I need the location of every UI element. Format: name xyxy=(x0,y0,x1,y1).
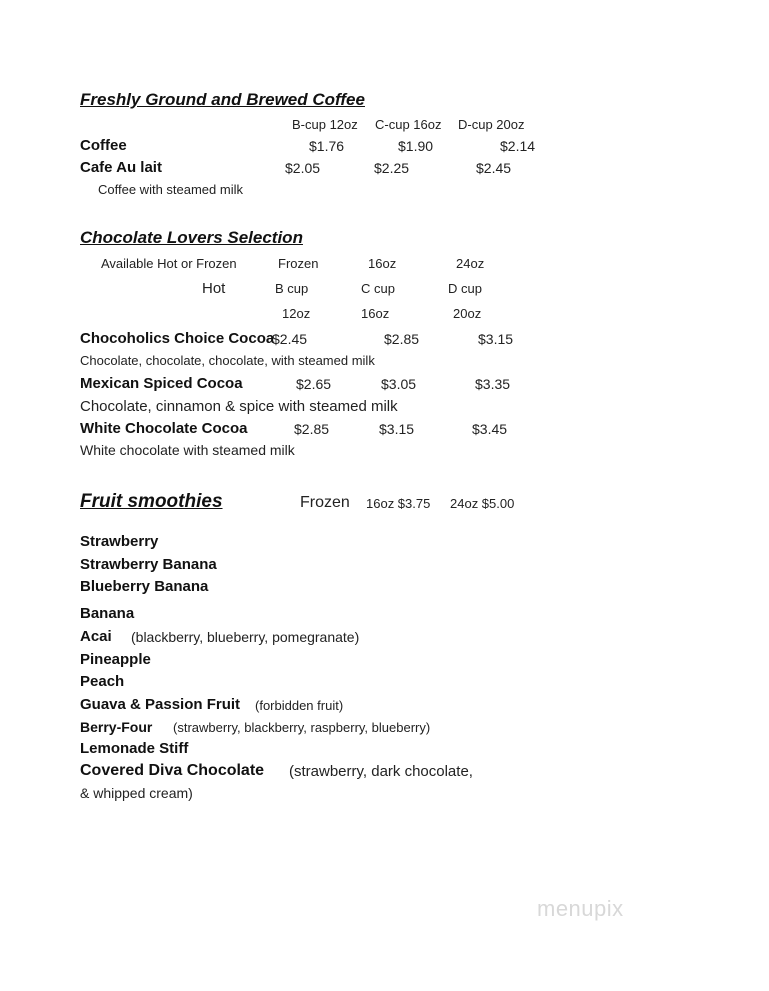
frozen-size-16: 16oz xyxy=(368,256,397,271)
price-c: $1.90 xyxy=(398,138,434,154)
price-24oz: 24oz $5.00 xyxy=(450,496,515,511)
size-header-d: D-cup 20oz xyxy=(458,117,525,132)
price-c: $2.85 xyxy=(384,331,420,347)
size-header-b: B-cup 12oz xyxy=(292,117,358,132)
price-16oz: 16oz $3.75 xyxy=(366,496,431,511)
smoothie-item: Strawberry Banana xyxy=(80,556,217,573)
hot-cup-d: D cup xyxy=(448,281,482,296)
smoothie-note: (strawberry, blackberry, raspberry, blueberry) xyxy=(173,720,431,735)
price-d: $2.14 xyxy=(500,138,536,154)
price-b: $2.05 xyxy=(285,160,321,176)
item-description: Chocolate, chocolate, chocolate, with steamed milk xyxy=(80,353,375,368)
smoothie-item: Acai xyxy=(80,628,112,645)
item-description: Coffee with steamed milk xyxy=(98,182,243,197)
item-name: Coffee xyxy=(80,137,127,154)
price-b: $1.76 xyxy=(309,138,345,154)
smoothie-item: Berry-Four xyxy=(80,719,153,735)
price-c: $3.05 xyxy=(381,376,417,392)
price-b: $2.45 xyxy=(272,331,308,347)
price-d: $3.15 xyxy=(478,331,514,347)
item-name: Mexican Spiced Cocoa xyxy=(80,375,243,392)
smoothie-note: (strawberry, dark chocolate, xyxy=(289,763,473,780)
menupix-watermark: menupix xyxy=(537,896,624,921)
coffee-section-title: Freshly Ground and Brewed Coffee xyxy=(80,90,365,109)
frozen-size-24: 24oz xyxy=(456,256,485,271)
hot-label: Hot xyxy=(202,280,226,297)
hot-cup-b: B cup xyxy=(275,281,309,296)
smoothie-note: (blackberry, blueberry, pomegranate) xyxy=(131,629,360,645)
smoothie-item: Pineapple xyxy=(80,651,151,668)
hot-size-16: 16oz xyxy=(361,306,390,321)
smoothie-item: Strawberry xyxy=(80,533,159,550)
price-c: $2.25 xyxy=(374,160,410,176)
item-name: White Chocolate Cocoa xyxy=(80,420,248,437)
smoothies-section-title: Fruit smoothies xyxy=(80,491,223,512)
smoothie-note: (forbidden fruit) xyxy=(255,698,344,713)
smoothie-note-continued: & whipped cream) xyxy=(80,785,193,801)
smoothie-item: Lemonade Stiff xyxy=(80,740,189,757)
smoothie-item: Banana xyxy=(80,605,135,622)
item-description: White chocolate with steamed milk xyxy=(80,442,295,458)
smoothie-item: Peach xyxy=(80,673,125,690)
frozen-label: Frozen xyxy=(278,256,319,271)
price-b: $2.85 xyxy=(294,421,330,437)
smoothie-item: Blueberry Banana xyxy=(80,578,209,595)
smoothie-item: Covered Diva Chocolate xyxy=(80,762,265,779)
price-c: $3.15 xyxy=(379,421,415,437)
item-name: Chocoholics Choice Cocoa xyxy=(80,330,275,347)
price-d: $3.35 xyxy=(475,376,511,392)
hot-size-20: 20oz xyxy=(453,306,482,321)
availability-note: Available Hot or Frozen xyxy=(101,256,237,271)
smoothie-item: Guava & Passion Fruit xyxy=(80,696,241,713)
hot-cup-c: C cup xyxy=(361,281,395,296)
price-b: $2.65 xyxy=(296,376,332,392)
frozen-label: Frozen xyxy=(300,494,350,511)
item-description: Chocolate, cinnamon & spice with steamed milk xyxy=(80,398,398,415)
hot-size-12: 12oz xyxy=(282,306,311,321)
price-d: $3.45 xyxy=(472,421,508,437)
price-d: $2.45 xyxy=(476,160,512,176)
size-header-c: C-cup 16oz xyxy=(375,117,442,132)
chocolate-section-title: Chocolate Lovers Selection xyxy=(80,228,303,247)
item-name: Cafe Au lait xyxy=(80,159,162,176)
